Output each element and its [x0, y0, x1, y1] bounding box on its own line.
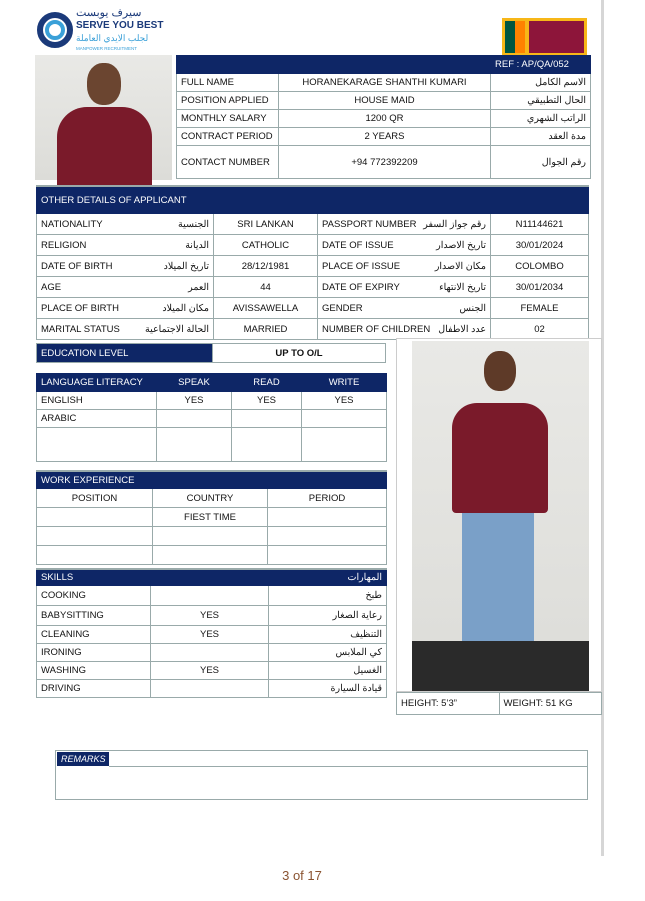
table-row [177, 74, 591, 92]
skill-name-arabic: طبخ [269, 586, 387, 606]
table-cell [157, 410, 232, 428]
skill-name-arabic: كي الملابس [269, 644, 387, 662]
remarks-label: REMARKS [57, 752, 109, 766]
field-value: 1200 QR [279, 110, 491, 128]
education-table [36, 343, 386, 363]
table-cell: YES [157, 392, 232, 410]
field-value: HORANEKARAGE SHANTHI KUMARI [279, 74, 491, 92]
field-label: CONTACT NUMBER [177, 146, 279, 179]
column-header: READ [232, 374, 302, 392]
page-indicator: 3 of 17 [282, 868, 322, 883]
remarks-box [55, 750, 588, 800]
table-row [37, 489, 387, 508]
skill-name-arabic: الغسيل [269, 662, 387, 680]
field-label: GENDER [318, 298, 414, 319]
field-label: DATE OF ISSUE [318, 235, 414, 256]
table-cell: FIEST TIME [153, 508, 268, 527]
company-logo [36, 6, 166, 54]
logo-arabic: سيرف يوبست [76, 7, 142, 19]
table-row [37, 508, 387, 527]
table-cell [302, 410, 387, 428]
field-label: MONTHLY SALARY [177, 110, 279, 128]
table-cell [268, 508, 387, 527]
table-row [37, 392, 387, 410]
field-label-arabic: الجنس [414, 298, 491, 319]
field-value: AVISSAWELLA [214, 298, 318, 319]
table-row [37, 214, 589, 235]
logo-name: SERVE YOU BEST [76, 20, 164, 31]
applicant-summary-table [176, 55, 591, 179]
field-value: 30/01/2024 [491, 235, 589, 256]
field-label: CONTRACT PERIOD [177, 128, 279, 146]
table-cell [232, 410, 302, 428]
table-cell: YES [302, 392, 387, 410]
field-value: CATHOLIC [214, 235, 318, 256]
section-title-arabic: المهارات [269, 570, 387, 586]
field-label: MARITAL STATUS [37, 319, 134, 340]
table-row [177, 92, 591, 110]
field-label-arabic: عدد الاطفال [414, 319, 491, 340]
logo-sub: MANPOWER RECRUITMENT [76, 46, 137, 51]
table-row [177, 128, 591, 146]
table-cell [268, 527, 387, 546]
field-label-arabic: تاريخ الانتهاء [414, 277, 491, 298]
field-label: NUMBER OF CHILDREN [318, 319, 414, 340]
table-row [37, 527, 387, 546]
table-row [177, 110, 591, 128]
table-cell [302, 428, 387, 462]
field-value: N11144621 [491, 214, 589, 235]
field-label-arabic: الحالة الاجتماعية [134, 319, 214, 340]
table-cell [279, 56, 491, 74]
field-label-arabic: الاسم الكامل [491, 74, 591, 92]
table-cell [157, 428, 232, 462]
field-label-arabic: رقم جواز السفر [414, 214, 491, 235]
skill-name-arabic: قيادة السيارة [269, 680, 387, 698]
skills-table [36, 568, 387, 698]
field-value: 2 YEARS [279, 128, 491, 146]
field-label: AGE [37, 277, 134, 298]
skill-name: COOKING [37, 586, 151, 606]
field-label-arabic: تاريخ الاصدار [414, 235, 491, 256]
education-value: UP TO O/L [213, 344, 386, 363]
field-value: FEMALE [491, 298, 589, 319]
column-header: COUNTRY [153, 489, 268, 508]
field-label-arabic: الديانة [134, 235, 214, 256]
column-header: POSITION [37, 489, 153, 508]
table-row [37, 235, 589, 256]
table-cell [318, 187, 589, 214]
logo-arabic-sub: لجلب الايدي العاملة [76, 33, 149, 43]
height-value: HEIGHT: 5’3” [397, 693, 500, 715]
work-experience-table [36, 470, 387, 565]
table-row [37, 187, 589, 214]
field-label-arabic: تاريخ الميلاد [134, 256, 214, 277]
field-label: PLACE OF ISSUE [318, 256, 414, 277]
table-row [37, 256, 589, 277]
table-row [37, 626, 387, 644]
skill-name-arabic: التنظيف [269, 626, 387, 644]
column-header: PERIOD [268, 489, 387, 508]
field-value: +94 772392209 [279, 146, 491, 179]
section-title: WORK EXPERIENCE [37, 472, 268, 489]
skill-name: WASHING [37, 662, 151, 680]
other-details-table [36, 185, 589, 340]
table-row [37, 319, 589, 340]
column-header: SPEAK [157, 374, 232, 392]
field-label: PASSPORT NUMBER [318, 214, 414, 235]
field-value: 30/01/2034 [491, 277, 589, 298]
field-label: DATE OF BIRTH [37, 256, 134, 277]
skill-value [151, 586, 269, 606]
table-row [37, 680, 387, 698]
table-cell: YES [232, 392, 302, 410]
field-value: 44 [214, 277, 318, 298]
table-cell: ENGLISH [37, 392, 157, 410]
table-cell [232, 428, 302, 462]
skill-name: IRONING [37, 644, 151, 662]
field-value: MARRIED [214, 319, 318, 340]
weight-value: WEIGHT: 51 KG [499, 693, 602, 715]
field-label-arabic: مكان الاصدار [414, 256, 491, 277]
table-row [177, 146, 591, 179]
section-title: SKILLS [37, 570, 269, 586]
field-label-arabic: العمر [134, 277, 214, 298]
table-row [37, 428, 387, 462]
logo-text [76, 6, 163, 52]
table-cell [37, 508, 153, 527]
table-row [37, 606, 387, 626]
table-cell [268, 546, 387, 565]
applicant-photo-portrait [35, 55, 172, 180]
skill-value: YES [151, 606, 269, 626]
field-label-arabic: مكان الميلاد [134, 298, 214, 319]
skill-value [151, 680, 269, 698]
skill-value: YES [151, 662, 269, 680]
table-cell [153, 527, 268, 546]
column-header: LANGUAGE LITERACY [37, 374, 157, 392]
field-label: DATE OF EXPIRY [318, 277, 414, 298]
table-row [37, 472, 387, 489]
applicant-photo-full [396, 338, 602, 692]
table-row [37, 298, 589, 319]
table-cell [177, 56, 279, 74]
logo-icon [36, 10, 74, 50]
table-row [37, 662, 387, 680]
field-value: 02 [491, 319, 589, 340]
field-value: SRI LANKAN [214, 214, 318, 235]
table-row [37, 586, 387, 606]
table-row [37, 644, 387, 662]
language-literacy-table [36, 373, 387, 462]
table-cell [37, 546, 153, 565]
field-label: FULL NAME [177, 74, 279, 92]
field-label-arabic: الراتب الشهري [491, 110, 591, 128]
table-cell: ARABIC [37, 410, 157, 428]
field-label: RELIGION [37, 235, 134, 256]
field-label-arabic: الجنسية [134, 214, 214, 235]
skill-name: CLEANING [37, 626, 151, 644]
table-row [177, 56, 591, 74]
education-label: EDUCATION LEVEL [37, 344, 213, 363]
table-row [37, 570, 387, 586]
field-value: HOUSE MAID [279, 92, 491, 110]
table-row [37, 410, 387, 428]
sri-lanka-flag [502, 18, 587, 56]
section-title: OTHER DETAILS OF APPLICANT [37, 187, 318, 214]
field-label: POSITION APPLIED [177, 92, 279, 110]
table-row [37, 277, 589, 298]
skill-value: YES [151, 626, 269, 644]
skill-name: DRIVING [37, 680, 151, 698]
field-label: PLACE OF BIRTH [37, 298, 134, 319]
table-row [37, 546, 387, 565]
field-label-arabic: رقم الجوال [491, 146, 591, 179]
table-row [37, 344, 386, 363]
field-label: NATIONALITY [37, 214, 134, 235]
table-row [37, 374, 387, 392]
column-header: WRITE [302, 374, 387, 392]
reference-number: REF : AP/QA/052 [491, 56, 591, 74]
skill-name-arabic: رعاية الصغار [269, 606, 387, 626]
table-cell [37, 527, 153, 546]
field-value: COLOMBO [491, 256, 589, 277]
skill-value [151, 644, 269, 662]
measurements-table [396, 692, 602, 715]
field-label-arabic: الحال التطبيقي [491, 92, 591, 110]
field-label-arabic: مدة العقد [491, 128, 591, 146]
field-value: 28/12/1981 [214, 256, 318, 277]
table-cell [268, 472, 387, 489]
table-cell [37, 428, 157, 462]
table-cell [153, 546, 268, 565]
skill-name: BABYSITTING [37, 606, 151, 626]
